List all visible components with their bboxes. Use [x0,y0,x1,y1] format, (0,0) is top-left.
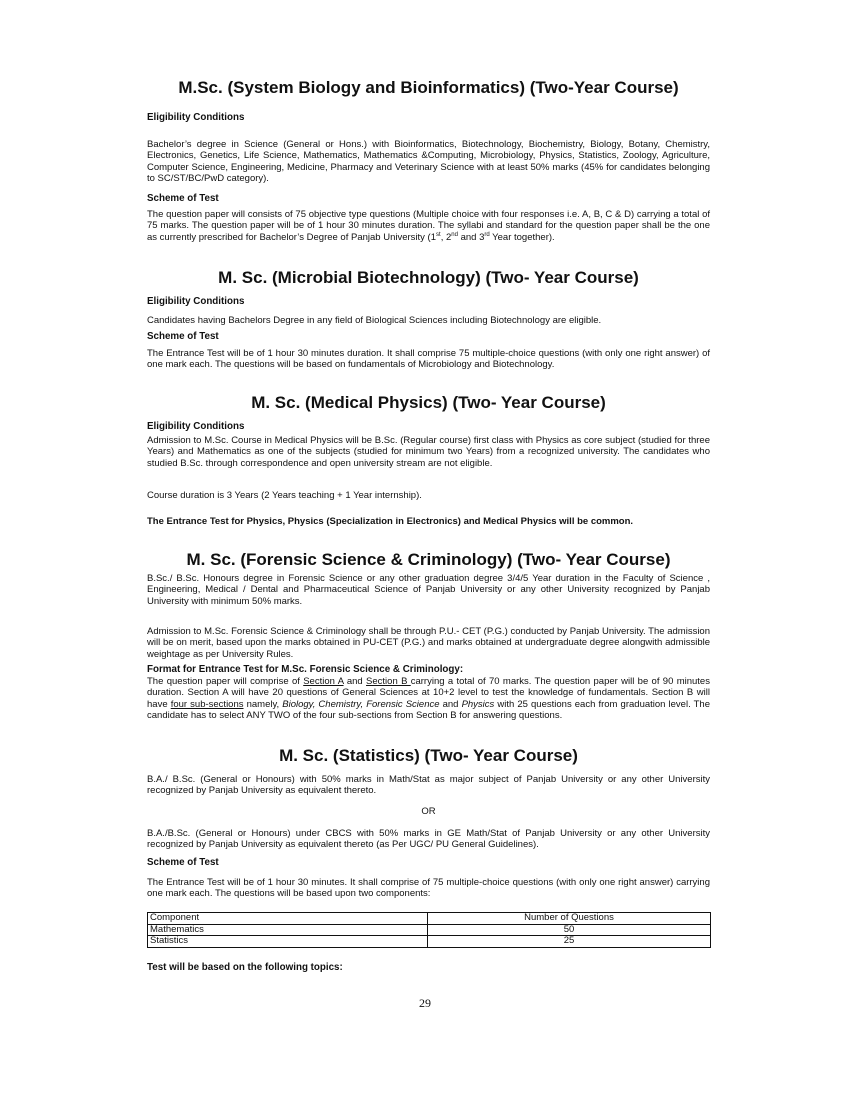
scheme-text: The Entrance Test will be of 1 hour 30 minutes. It shall comprise of 75 multiple-choice questions (with only one right answer) carrying one mark each. The questions will be based upon two components: [147,877,710,900]
scheme-heading: Scheme of Test [147,857,219,868]
or-separator: OR [421,806,436,817]
format-text: The question paper will comprise of Section A and Section B carrying a total of 70 marks. The question paper will be of 90 minutes duration. Section A will have 20 questions of General Sciences at 10+2 level to test the knowledge of fundamentals. Section B will have four sub-sections namely, Biology, Chemistry, Forensic Science and Physics with 25 questions each from graduation level. The candidate has to select ANY TWO of the four sub-sections from Section B for answering questions. [147,676,711,722]
section-title-system-biology: M.Sc. (System Biology and Bioinformatics) (Two-Year Course) [178,78,679,97]
section-title-medical-physics: M. Sc. (Medical Physics) (Two- Year Course) [251,393,606,412]
eligibility-heading: Eligibility Conditions [147,112,245,123]
common-test-note: The Entrance Test for Physics, Physics (Specialization in Electronics) and Medical Physics will be common. [147,516,634,527]
components-table [147,912,711,948]
page-number: 29 [419,996,431,1010]
statistics-eligibility-1: B.A./ B.Sc. (General or Honours) with 50% marks in Math/Stat as major subject of Panjab University or any other University recognized by Panjab University as equivalent thereto. [147,774,710,797]
scheme-text: The Entrance Test will be of 1 hour 30 minutes duration. It shall comprise 75 multiple-choice questions (with only one right answer) of one mark each. The questions will be based on fundamentals of Microbiology and Biotechnology. [147,348,710,371]
format-heading: Format for Entrance Test for M.Sc. Forensic Science & Criminology: [147,664,464,675]
forensic-admission-text: Admission to M.Sc. Forensic Science & Criminology shall be through P.U.- CET (P.G.) conducted by Panjab University. The admission will be on merit, based upon the marks obtained in PU-CET (P.G.) and marks obtained at undergraduate degree alongwith admissible weightage as per University Rules. [147,626,710,660]
scheme-text: The question paper will consists of 75 objective type questions (Multiple choice with four responses i.e. A, B, C & D) carrying a total of 75 marks. The question paper will be of 1 hour 30 minutes duration. The syllabi and standard for the question paper shall be the one as currently prescribed for Bachelor’s Degree of Panjab University (1st, 2nd and 3rd Year together). [147,209,710,243]
eligibility-text: Admission to M.Sc. Course in Medical Physics will be B.Sc. (Regular course) first class with Physics as core subject (studied for three Years) and Mathematics as one of the subjects (studied for minimum two Years) from a recognized university. The candidates who studied B.Sc. through correspondence and open university stream are not eligible. [147,435,710,469]
eligibility-text: Candidates having Bachelors Degree in any field of Biological Sciences including Biotechnology are eligible. [147,315,602,326]
section-title-microbial-biotechnology: M. Sc. (Microbial Biotechnology) (Two- Year Course) [218,268,639,287]
eligibility-heading: Eligibility Conditions [147,296,245,307]
table-header-row [148,913,711,925]
scheme-heading: Scheme of Test [147,331,219,342]
table-cell: 50 [428,924,711,936]
table-header-cell: Number of Questions [428,913,711,925]
section-title-forensic-science: M. Sc. (Forensic Science & Criminology) (Two- Year Course) [186,550,671,569]
table-cell: Statistics [148,936,428,948]
forensic-eligibility-text: B.Sc./ B.Sc. Honours degree in Forensic Science or any other graduation degree 3/4/5 Year duration in the Faculty of Science , Engineering, Medical / Dental and Pharmaceutical Science of Panjab University or any other University recognized by Panjab University with minimum 50% marks. [147,573,710,607]
eligibility-text: Bachelor’s degree in Science (General or Hons.) with Bioinformatics, Biotechnology, Biochemistry, Biology, Botany, Chemistry, Electronics, Genetics, Life Science, Mathematics, Mathematics &Computing, Microbiology, Physics, Statistics, Zoology, Agriculture, Computer Science, Engineering, Medicine, Pharmacy and Veterinary Science with at least 50% marks (45% for candidates belonging to SC/ST/BC/PwD category). [147,139,710,185]
table-header-cell: Component [148,913,428,925]
table-cell: 25 [428,936,711,948]
section-title-statistics: M. Sc. (Statistics) (Two- Year Course) [279,746,578,765]
table-row [148,936,711,948]
eligibility-heading: Eligibility Conditions [147,421,245,432]
table-cell: Mathematics [148,924,428,936]
course-duration-text: Course duration is 3 Years (2 Years teaching + 1 Year internship). [147,490,422,501]
statistics-eligibility-2: B.A./B.Sc. (General or Honours) under CBCS with 50% marks in GE Math/Stat of Panjab University or any other University recognized by Panjab University as equivalent thereto (as Per UGC/ PU General Guidelines). [147,828,710,851]
table-row [148,924,711,936]
topics-heading: Test will be based on the following topics: [147,962,343,973]
scheme-heading: Scheme of Test [147,193,219,204]
